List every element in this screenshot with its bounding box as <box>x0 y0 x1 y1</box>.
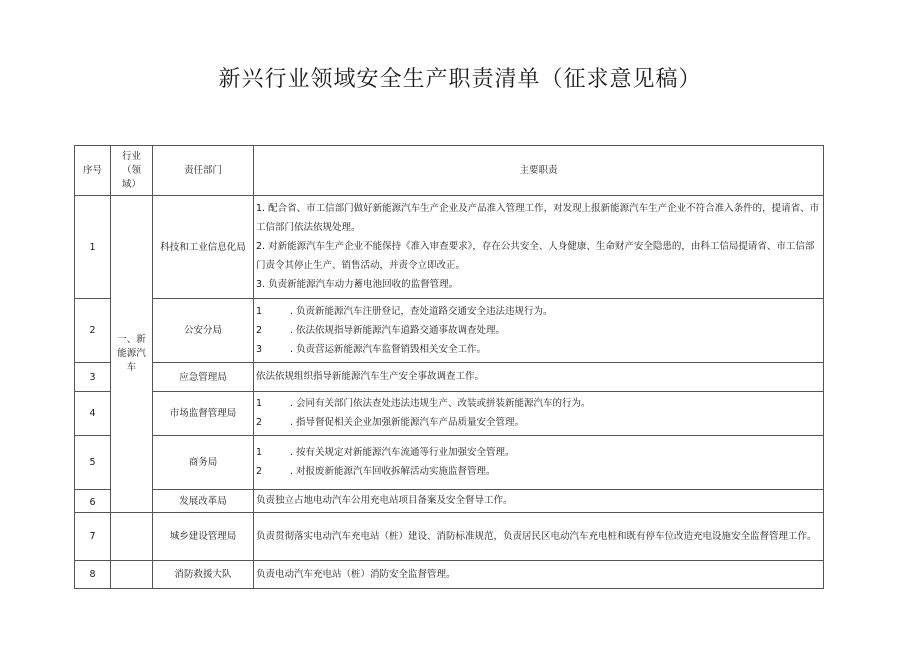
header-industry-line: 行业 <box>121 150 141 162</box>
duty-item-number: 2 <box>256 324 263 336</box>
row-seq: 6 <box>75 490 111 513</box>
duty-item-text: . 指导督促相关企业加强新能源汽车产品质量安全管理。 <box>290 417 525 428</box>
row-duties <box>254 196 824 299</box>
header-industry-line: （领 <box>121 164 141 176</box>
table-row <box>75 561 824 589</box>
row-department: 应急管理局 <box>153 363 254 392</box>
row-seq: 3 <box>75 363 111 392</box>
duty-item <box>256 462 822 481</box>
table-row <box>75 363 824 392</box>
row-seq: 4 <box>75 392 111 436</box>
table-row <box>75 436 824 490</box>
duty-item <box>256 340 822 359</box>
row-seq: 1 <box>75 196 111 299</box>
duty-item-text: . 按有关规定对新能源汽车流通等行业加强安全管理。 <box>290 447 515 458</box>
row-department: 商务局 <box>153 436 254 490</box>
duty-item-text: . 依法依规指导新能源汽车道路交通事故调查处理。 <box>290 324 506 336</box>
industry-group-label: 一、新能源汽车 <box>117 334 146 373</box>
row-duties: 负责电动汽车充电站（桩）消防安全监督管理。 <box>254 561 824 589</box>
duty-item-number: 2 <box>256 417 263 428</box>
table-row <box>75 513 824 561</box>
row-department: 发展改革局 <box>153 490 254 513</box>
row-duties: 负责独立占地电动汽车公用充电站项目备案及安全督导工作。 <box>254 490 824 513</box>
row-duties: 依法依规组织指导新能源汽车生产安全事故调查工作。 <box>254 363 824 392</box>
row-duties: 负责贯彻落实电动汽车充电站（桩）建设、消防标准规范，负责居民区电动汽车充电桩和既有停车位改造充电设施安全监督管理工作。 <box>254 513 824 561</box>
industry-empty-cell <box>111 561 153 589</box>
row-department: 消防救援大队 <box>153 561 254 589</box>
row-seq: 2 <box>75 299 111 363</box>
header-industry <box>111 146 153 196</box>
duty-item-number: 1 <box>256 398 263 409</box>
row-department: 科技和工业信息化局 <box>153 196 254 299</box>
duty-item-number: 3 <box>256 343 263 355</box>
duty-item <box>256 443 822 462</box>
row-seq: 7 <box>75 513 111 561</box>
table-row <box>75 196 824 299</box>
duty-table <box>74 145 824 589</box>
row-duties <box>254 436 824 490</box>
row-seq: 5 <box>75 436 111 490</box>
duty-item-text: . 负责新能源汽车注册登记，查处道路交通安全违法违规行为。 <box>290 305 553 317</box>
row-duties <box>254 392 824 436</box>
duty-item-number: 1 <box>256 447 263 458</box>
header-department: 责任部门 <box>153 146 254 196</box>
duty-item <box>256 302 822 321</box>
row-department: 公安分局 <box>153 299 254 363</box>
duty-item-number: 2 <box>256 466 263 477</box>
duty-line: 2. 对新能源汽车生产企业不能保持《准入审查要求》，存在公共安全、人身健康、生命财产安全隐患的，由科工信局提请省、市工信部门责令其停止生产、销售活动，并责令立即改正。 <box>256 241 815 271</box>
duty-item <box>256 413 822 432</box>
row-department: 市场监督管理局 <box>153 392 254 436</box>
duty-item <box>256 321 822 340</box>
header-industry-line: 域） <box>121 178 141 190</box>
duty-item-number: 1 <box>256 305 263 317</box>
industry-group-cell <box>111 196 153 513</box>
duty-item-text: . 负责营运新能源汽车监督销毁相关安全工作。 <box>290 343 487 355</box>
duty-item-text: . 对报废新能源汽车回收拆解活动实施监督管理。 <box>290 466 496 477</box>
row-department: 城乡建设管理局 <box>153 513 254 561</box>
duty-line: 3. 负责新能源汽车动力蓄电池回收的监督管理。 <box>256 279 459 290</box>
industry-empty-cell <box>111 513 153 561</box>
duty-line: 1. 配合省、市工信部门做好新能源汽车生产企业及产品准入管理工作，对发现上报新能源汽车生产企业不符合准入条件的，提请省、市工信部门依法依规处理。 <box>256 203 820 233</box>
table-row <box>75 392 824 436</box>
page-title: 新兴行业领域安全生产职责清单（征求意见稿） <box>218 67 702 92</box>
table-row <box>75 490 824 513</box>
header-duties: 主要职责 <box>254 146 824 196</box>
table-header-row <box>75 146 824 196</box>
header-seq: 序号 <box>75 146 111 196</box>
row-seq: 8 <box>75 561 111 589</box>
table-row <box>75 299 824 363</box>
row-duties <box>254 299 824 363</box>
duty-item-text: . 会同有关部门依法查处违法违规生产、改装或拼装新能源汽车的行为。 <box>290 398 591 409</box>
duty-item <box>256 394 822 413</box>
